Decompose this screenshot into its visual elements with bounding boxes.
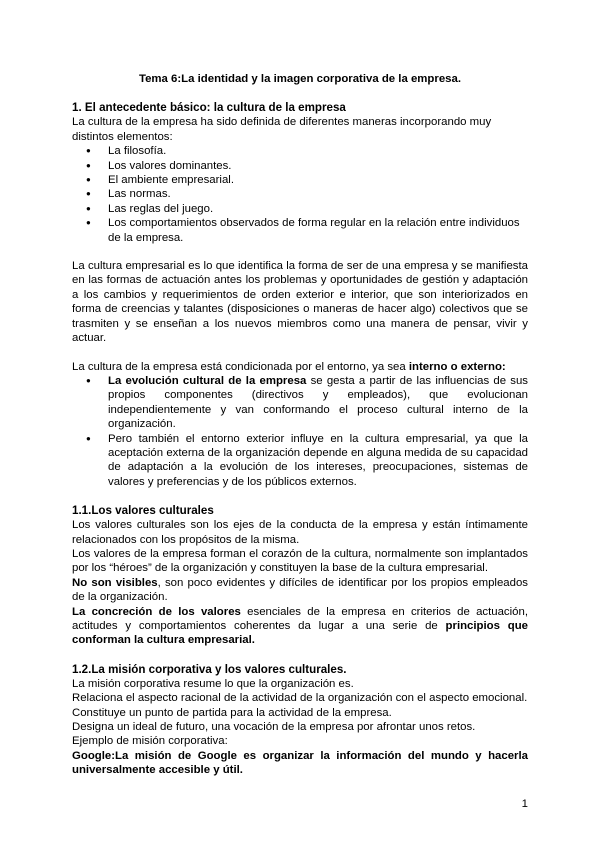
list-item: ● Pero también el entorno exterior influye en la cultura empresarial, ya que la aceptación externa de la organización depende en alguna medida de su capacidad de adaptación a la evolución de los intereses, preocupaciones, sistemas de valores y preferencias y de los públicos externos. xyxy=(72,432,528,490)
google-mission-example xyxy=(72,749,528,778)
paragraph-text: La cultura de la empresa está condicionada por el entorno, ya sea xyxy=(72,360,409,373)
bullet-text: se gesta a partir de las influencias de sus propios componentes (directivos y empleados), que evolucionan independientemente y van conformando el proceso cultural interno de la organización. xyxy=(108,374,528,431)
section-1-2-line: Relaciona el aspecto racional de la actividad de la organización con el aspecto emocional. xyxy=(72,692,528,705)
page-number: 1 xyxy=(521,798,528,810)
list-item: ● Las normas. xyxy=(72,187,528,201)
paragraph-text: esenciales de la empresa en criterios de actuación, actitudes y comportamientos coherentes da lugar a una serie de xyxy=(72,605,528,632)
section-1-intro: La cultura de la empresa ha sido definida de diferentes maneras incorporando muy distintos elementos: xyxy=(72,116,492,143)
paragraph-bold-text: principios que conforman la cultura empresarial. xyxy=(72,620,529,647)
list-item: ● Las reglas del juego. xyxy=(72,202,528,216)
list-item xyxy=(72,374,528,432)
paragraph-bold-text: No son visibles xyxy=(72,576,158,589)
section-1-paragraph-2: La cultura empresarial es lo que identifica la forma de ser de una empresa y se manifiesta en las formas de actuación antes los problemas y oportunidades de gestión y adaptación a los cambios y requerimientos de orden exterior e interior, que son interiorizados en forma de creencias y talantes (disposiciones o maneras de hacer algo) colectivos que se trasmiten y se enseñan a los nuevos miembros como una manera de pensar, vivir y actuar. xyxy=(72,260,528,345)
list-item: ● El ambiente empresarial. xyxy=(72,173,528,187)
culture-elements-list xyxy=(72,144,528,245)
list-item: ● La filosofía. xyxy=(72,144,528,158)
list-item: ● Los comportamientos observados de forma regular en la relación entre individuos de la empresa. xyxy=(72,216,528,245)
section-1-paragraph-3 xyxy=(72,360,528,374)
paragraph-text: , son poco evidentes y difíciles de identificar por los propios empleados de la organización. xyxy=(72,576,528,604)
section-1-1-paragraph-2: Los valores de la empresa forman el corazón de la cultura, normalmente son implantados por los “héroes” de la organización y constituyen la base de la cultura empresarial. xyxy=(72,547,528,575)
environment-list xyxy=(72,374,528,489)
section-1-1-paragraph-1: Los valores culturales son los ejes de la conducta de la empresa y están íntimamente relacionados con los propósitos de la misma. xyxy=(72,519,528,546)
section-1-heading: 1. El antecedente básico: la cultura de la empresa xyxy=(72,101,346,115)
section-1-2-heading: 1.2.La misión corporativa y los valores culturales. xyxy=(72,662,347,676)
bullet-bold-text: La evolución cultural de la empresa xyxy=(108,374,307,387)
section-1-2-line: Ejemplo de misión corporativa: xyxy=(72,735,228,748)
example-bold-text: Google:La misión de Google es organizar la información del mundo y hacerla universalmente accesible y útil. xyxy=(72,749,528,777)
page-title: Tema 6:La identidad y la imagen corporativa de la empresa. xyxy=(138,73,461,85)
section-1-1-paragraph-4 xyxy=(72,605,528,648)
section-1-2-line: Constituye un punto de partida para la actividad de la empresa. xyxy=(72,706,392,719)
paragraph-bold-text: La concreción de los valores xyxy=(72,605,241,618)
section-1-1-heading: 1.1.Los valores culturales xyxy=(72,504,214,518)
section-1-1-paragraph-3 xyxy=(72,576,528,605)
paragraph-bold-text: interno o externo: xyxy=(408,360,506,373)
section-1-2-line: Designa un ideal de futuro, una vocación de la empresa por afrontar unos retos. xyxy=(72,721,476,734)
section-1-2-line: La misión corporativa resume lo que la organización es. xyxy=(72,677,354,690)
list-item: ● Los valores dominantes. xyxy=(72,159,528,173)
page-content xyxy=(72,72,528,778)
